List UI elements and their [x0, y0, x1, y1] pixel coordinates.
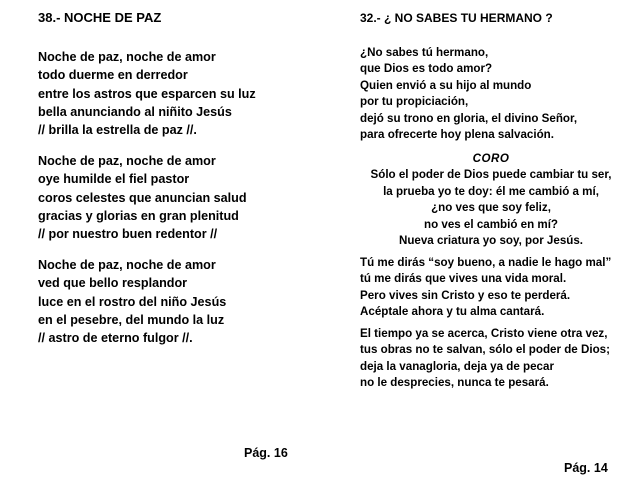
lyric-line: oye humilde el fiel pastor — [38, 172, 190, 187]
lyric-line: El tiempo ya se acerca, Cristo viene otra vez, — [360, 327, 608, 340]
lyric-line: todo duerme en derredor — [38, 68, 188, 83]
lyric-line: no le desprecies, nunca te pesará. — [360, 376, 549, 390]
lyric-line: Tú me dirás “soy bueno, a nadie le hago mal” — [360, 256, 612, 269]
lyric-line: gracias y glorias en gran plenitud — [38, 208, 239, 223]
lyric-line: ¿No sabes tú hermano, — [360, 46, 489, 59]
lyric-line: la prueba yo te doy: él me cambió a mí, — [383, 184, 599, 198]
lyric-line: tus obras no te salvan, sólo el poder de Dios; — [360, 343, 610, 357]
lyric-line: dejó su trono en gloria, el divino Señor, — [360, 111, 578, 125]
lyric-line: Pero vives sin Cristo y eso te perderá. — [360, 288, 571, 302]
song-title: 32.- ¿ NO SABES TU HERMANO ? — [360, 11, 553, 25]
page-number-right: Pág. 14 — [564, 461, 608, 475]
stanza-3 — [360, 326, 610, 392]
lyric-line: Noche de paz, noche de amor — [38, 154, 216, 168]
lyric-line: // por nuestro buen redentor // — [38, 227, 218, 242]
lyric-line: Acéptale ahora y tu alma cantará. — [360, 305, 545, 319]
lyric-line: que Dios es todo amor? — [360, 62, 493, 76]
lyric-line: Quien envió a su hijo al mundo — [360, 78, 532, 92]
stanza-3 — [38, 256, 226, 347]
lyric-line: en el pesebre, del mundo la luz — [38, 312, 225, 327]
chorus-title: CORO — [472, 152, 510, 165]
stanza-1 — [38, 48, 256, 139]
lyric-line: // brilla la estrella de paz //. — [38, 123, 197, 138]
stanza-1 — [360, 45, 577, 143]
lyric-line: tú me dirás que vives una vida moral. — [360, 272, 567, 286]
lyric-line: para ofrecerte hoy plena salvación. — [360, 128, 554, 142]
chorus — [360, 151, 622, 249]
lyric-line: coros celestes que anuncian salud — [38, 190, 247, 205]
lyric-line: por tu propiciación, — [360, 95, 469, 109]
lyric-line: deja la vanagloria, deja ya de pecar — [360, 359, 554, 373]
lyric-line: ¿no ves que soy feliz, — [431, 201, 551, 215]
lyric-line: Noche de paz, noche de amor — [38, 258, 216, 272]
lyric-line: // astro de eterno fulgor //. — [38, 331, 193, 346]
stanza-2 — [360, 255, 611, 321]
lyric-line: Noche de paz, noche de amor — [38, 50, 216, 64]
page-number-left: Pág. 16 — [244, 446, 288, 460]
lyric-line: bella anunciando al niñito Jesús — [38, 104, 232, 119]
lyric-line: Nueva criatura yo soy, por Jesús. — [398, 234, 584, 248]
song-title: 38.- NOCHE DE PAZ — [38, 10, 162, 25]
lyric-line: luce en el rostro del niño Jesús — [38, 294, 227, 309]
lyric-line: no ves el cambió en mí? — [423, 217, 558, 231]
lyric-line: Sólo el poder de Dios puede cambiar tu ser, — [370, 168, 612, 182]
stanza-2 — [38, 152, 247, 243]
lyric-line: ved que bello resplandor — [38, 276, 188, 291]
lyric-line: entre los astros que esparcen su luz — [38, 86, 256, 101]
